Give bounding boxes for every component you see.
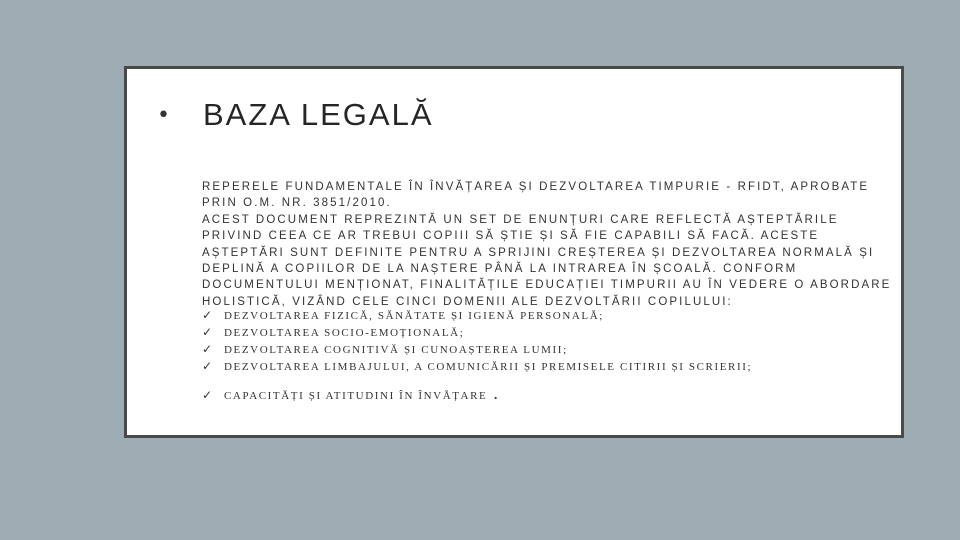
domain-label: DEZVOLTAREA COGNITIVĂ ȘI CUNOAȘTEREA LUMII;	[224, 344, 568, 356]
domain-label: DEZVOLTAREA LIMBAJULUI, A COMUNICĂRII ȘI PREMISELE CITIRII ȘI SCRIERII;	[224, 361, 753, 373]
list-item	[202, 341, 892, 358]
domain-checklist	[202, 307, 892, 375]
title-bullet: •	[157, 102, 170, 128]
domain-label: DEZVOLTAREA SOCIO-EMOȚIONALĂ;	[224, 327, 465, 339]
list-item-learning	[202, 385, 892, 404]
end-period: .	[493, 383, 498, 403]
domain-label: CAPACITĂȚI ȘI ATITUDINI ÎN ÎNVĂȚARE	[224, 390, 488, 402]
paragraph-legal-reference: REPERELE FUNDAMENTALE ÎN ÎNVĂȚAREA ȘI DEZVOLTAREA TIMPURIE - RFIDT, APROBATE PRIN O.M. NR. 3851/2010.	[202, 181, 870, 210]
check-icon: ✓	[202, 325, 214, 339]
check-icon: ✓	[202, 308, 214, 322]
title-row	[157, 97, 434, 133]
list-item	[202, 358, 892, 375]
slide-title: BAZA LEGALĂ	[203, 97, 434, 132]
slide-card	[124, 66, 904, 438]
check-icon: ✓	[202, 342, 214, 356]
check-icon: ✓	[202, 388, 214, 402]
list-item	[202, 324, 892, 341]
paragraph-description: ACEST DOCUMENT REPREZINTĂ UN SET DE ENUNȚURI CARE REFLECTĂ AȘTEPTĂRILE PRIVIND CEEA CE AR TREBUI COPIII SĂ ȘTIE ȘI SĂ FIE CAPABILI SĂ FACĂ. ACESTE AȘTEPTĂRI SUNT DEFINITE PENTRU A SPRIJINI CREȘTEREA ȘI DEZVOLTAREA NORMALĂ ȘI DEPLINĂ A COPIILOR DE LA NAȘTERE PÂNĂ LA INTRAREA ÎN ȘCOALĂ. CONFORM DOCUMENTULUI MENȚIONAT, FINALITĂȚILE EDUCAȚIEI TIMPURII AU ÎN VEDERE O ABORDARE HOLISTICĂ, VIZÂND CELE CINCI DOMENII ALE DEZVOLTĂRII COPILULUI:	[202, 213, 892, 308]
body-text	[202, 179, 892, 310]
check-icon: ✓	[202, 359, 214, 373]
domain-label: DEZVOLTAREA FIZICĂ, SĂNĂTATE ȘI IGIENĂ PERSONALĂ;	[224, 310, 604, 322]
list-item	[202, 307, 892, 324]
